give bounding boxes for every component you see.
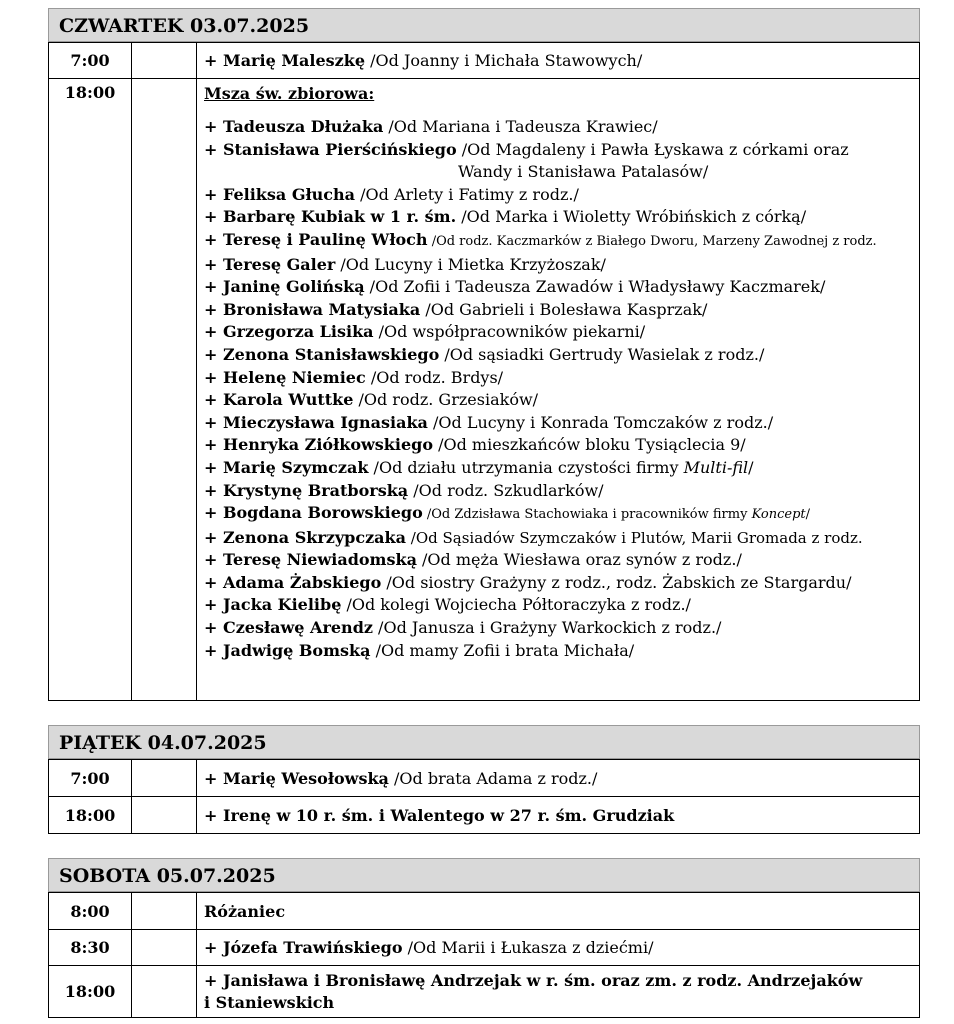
intention-name: + Janisława i Bronisławę Andrzejak w r. śm. oraz zm. z rodz. Andrzejaków bbox=[204, 970, 863, 990]
intention-name-line2: i Staniewskich bbox=[204, 992, 335, 1012]
intention-cell bbox=[197, 43, 920, 79]
intention-name: + Stanisława Pierścińskiego bbox=[204, 139, 457, 159]
intention-from: /Od mieszkańców bloku Tysiąclecia 9/ bbox=[432, 435, 746, 455]
intention-name: + Zenona Stanisławskiego bbox=[204, 344, 440, 364]
intention-name: + Tadeusza Dłużaka bbox=[204, 117, 384, 136]
empty-cell bbox=[132, 797, 197, 834]
empty-cell bbox=[132, 760, 197, 797]
table-row bbox=[49, 43, 920, 79]
mass-time: 18:00 bbox=[49, 797, 132, 834]
intention-tail: / bbox=[805, 507, 811, 523]
intention-from: /Od Mariana i Tadeusza Krawiec/ bbox=[383, 117, 658, 136]
intention-from: /Od sąsiadki Gertrudy Wasielak z rodz./ bbox=[439, 344, 765, 364]
intention-from: /Od rodz. Brdys/ bbox=[365, 367, 504, 387]
list-item bbox=[204, 321, 919, 344]
list-item bbox=[204, 457, 919, 480]
list-item bbox=[204, 229, 919, 254]
intention-name: + Teresę i Paulinę Włoch bbox=[204, 229, 428, 249]
list-item bbox=[204, 367, 919, 390]
intention-name: + Janinę Golińską bbox=[204, 277, 365, 297]
intention-cell bbox=[197, 966, 920, 1018]
intention-from: /Od Zofii i Tadeusza Zawadów i Władysławy Kaczmarek/ bbox=[364, 277, 826, 297]
day-header: PIĄTEK 04.07.2025 bbox=[48, 725, 920, 759]
mass-time: 7:00 bbox=[49, 43, 132, 79]
intention-from: /Od Sąsiadów Szymczaków i Plutów, Marii Gromada z rodz. bbox=[406, 528, 863, 547]
mass-time: 7:00 bbox=[49, 760, 132, 797]
intention-name: + Zenona Skrzypczaka bbox=[204, 527, 406, 547]
intention-name: + Helenę Niemiec bbox=[204, 367, 366, 387]
intention-cell bbox=[197, 893, 920, 930]
intention-name: + Barbarę Kubiak w 1 r. śm. bbox=[204, 207, 457, 227]
list-item bbox=[204, 389, 919, 412]
mass-time: 18:00 bbox=[49, 79, 132, 701]
list-item bbox=[204, 254, 919, 277]
list-item bbox=[204, 594, 919, 617]
intention-name: + Józefa Trawińskiego bbox=[204, 938, 403, 957]
intention-from: /Od Marii i Łukasza z dziećmi/ bbox=[402, 938, 654, 957]
table-row bbox=[49, 930, 920, 966]
list-item bbox=[204, 502, 919, 527]
list-item bbox=[204, 480, 919, 503]
list-item bbox=[204, 206, 919, 229]
list-item bbox=[204, 549, 919, 572]
intention-from: /Od Marka i Wioletty Wróbińskich z córką/ bbox=[456, 207, 807, 227]
intention-name: + Teresę Galer bbox=[204, 254, 336, 274]
intention-name: + Feliksa Głucha bbox=[204, 184, 356, 204]
company-name: Multi-fil bbox=[683, 457, 749, 477]
intention-from: /Od Zdzisława Stachowiaka i pracowników firmy bbox=[422, 507, 752, 523]
intention-from: /Od brata Adama z rodz./ bbox=[388, 768, 598, 788]
mass-table bbox=[48, 759, 920, 834]
intention-from: /Od Magdaleny i Pawła Łyskawa z córkami oraz bbox=[456, 139, 849, 159]
day-header: SOBOTA 05.07.2025 bbox=[48, 858, 920, 892]
list-item bbox=[204, 299, 919, 322]
mass-table bbox=[48, 42, 920, 701]
list-item bbox=[204, 434, 919, 457]
intention-cell bbox=[197, 797, 920, 834]
intention-name: + Bronisława Matysiaka bbox=[204, 299, 421, 319]
company-name: Koncept bbox=[751, 507, 806, 523]
intention-name: + Grzegorza Lisika bbox=[204, 322, 374, 342]
intention-name: + Irenę w 10 r. śm. i Walentego w 27 r. śm. Grudziak bbox=[204, 805, 675, 825]
list-item bbox=[204, 344, 919, 367]
table-row bbox=[49, 760, 920, 797]
list-item bbox=[204, 412, 919, 435]
intention-name: + Mieczysława Ignasiaka bbox=[204, 412, 428, 432]
intention-cell bbox=[197, 930, 920, 966]
intention-name: + Teresę Niewiadomską bbox=[204, 550, 417, 570]
intention-from: /Od Arlety i Fatimy z rodz./ bbox=[355, 184, 579, 204]
intention-name: + Jacka Kielibę bbox=[204, 595, 342, 615]
empty-cell bbox=[132, 43, 197, 79]
list-item bbox=[204, 139, 919, 162]
day-section-thursday bbox=[48, 8, 920, 701]
intention-from: /Od Lucyny i Mietka Krzyżoszak/ bbox=[335, 254, 606, 274]
intention-name: + Adama Żabskiego bbox=[204, 572, 382, 592]
list-item bbox=[204, 116, 919, 139]
empty-cell bbox=[132, 930, 197, 966]
table-row bbox=[49, 79, 920, 701]
list-item bbox=[204, 184, 919, 207]
intention-from: /Od Gabrieli i Bolesława Kasprzak/ bbox=[420, 299, 708, 319]
mass-time: 8:00 bbox=[49, 893, 132, 930]
intention-name: Różaniec bbox=[204, 901, 286, 921]
intention-name: + Bogdana Borowskiego bbox=[204, 503, 423, 523]
day-section-friday bbox=[48, 725, 920, 834]
list-item bbox=[204, 572, 919, 595]
intention-cell bbox=[197, 760, 920, 797]
intention-name: + Marię Szymczak bbox=[204, 457, 369, 477]
mass-table bbox=[48, 892, 920, 1018]
intention-from: /Od Janusza i Grażyny Warkockich z rodz./ bbox=[372, 618, 722, 638]
intention-name: + Henryka Ziółkowskiego bbox=[204, 435, 433, 455]
table-row bbox=[49, 966, 920, 1018]
list-item bbox=[204, 640, 919, 663]
mass-time: 18:00 bbox=[49, 966, 132, 1018]
intention-name: + Marię Wesołowską bbox=[204, 768, 389, 788]
empty-cell bbox=[132, 966, 197, 1018]
intention-name: + Marię Maleszkę bbox=[204, 51, 366, 70]
intention-from: /Od mamy Zofii i brata Michała/ bbox=[370, 640, 635, 660]
intention-tail: / bbox=[748, 457, 754, 477]
intention-from: /Od działu utrzymania czystości firmy bbox=[368, 457, 684, 477]
empty-cell bbox=[132, 893, 197, 930]
intention-from: /Od siostry Grażyny z rodz., rodz. Żabskich ze Stargardu/ bbox=[381, 572, 852, 592]
intention-from: /Od rodz. Grzesiaków/ bbox=[353, 390, 539, 410]
mass-title: Msza św. zbiorowa: bbox=[204, 84, 375, 103]
intention-continuation: Wandy i Stanisława Patalasów/ bbox=[458, 162, 709, 182]
intention-from: /Od Lucyny i Konrada Tomczaków z rodz./ bbox=[427, 412, 774, 432]
intention-from: /Od Joanny i Michała Stawowych/ bbox=[365, 51, 643, 70]
list-item bbox=[204, 276, 919, 299]
list-item bbox=[204, 527, 919, 550]
intention-from: /Od kolegi Wojciecha Półtoraczyka z rodz./ bbox=[341, 595, 691, 615]
intention-from: /Od męża Wiesława oraz synów z rodz./ bbox=[416, 550, 742, 570]
intention-cell bbox=[197, 79, 920, 701]
mass-time: 8:30 bbox=[49, 930, 132, 966]
intention-name: + Krystynę Bratborską bbox=[204, 480, 409, 500]
intention-from: /Od współpracowników piekarni/ bbox=[373, 322, 646, 342]
day-section-saturday bbox=[48, 858, 920, 1018]
intention-from: /Od rodz. Kaczmarków z Białego Dworu, Marzeny Zawodnej z rodz. bbox=[427, 233, 877, 249]
table-row bbox=[49, 797, 920, 834]
intention-name: + Czesławę Arendz bbox=[204, 618, 373, 638]
day-header: CZWARTEK 03.07.2025 bbox=[48, 8, 920, 42]
intention-name: + Jadwigę Bomską bbox=[204, 640, 371, 660]
list-item bbox=[204, 617, 919, 640]
table-row bbox=[49, 893, 920, 930]
empty-cell bbox=[132, 79, 197, 701]
intention-from: /Od rodz. Szkudlarków/ bbox=[408, 480, 604, 500]
intention-name: + Karola Wuttke bbox=[204, 390, 354, 410]
